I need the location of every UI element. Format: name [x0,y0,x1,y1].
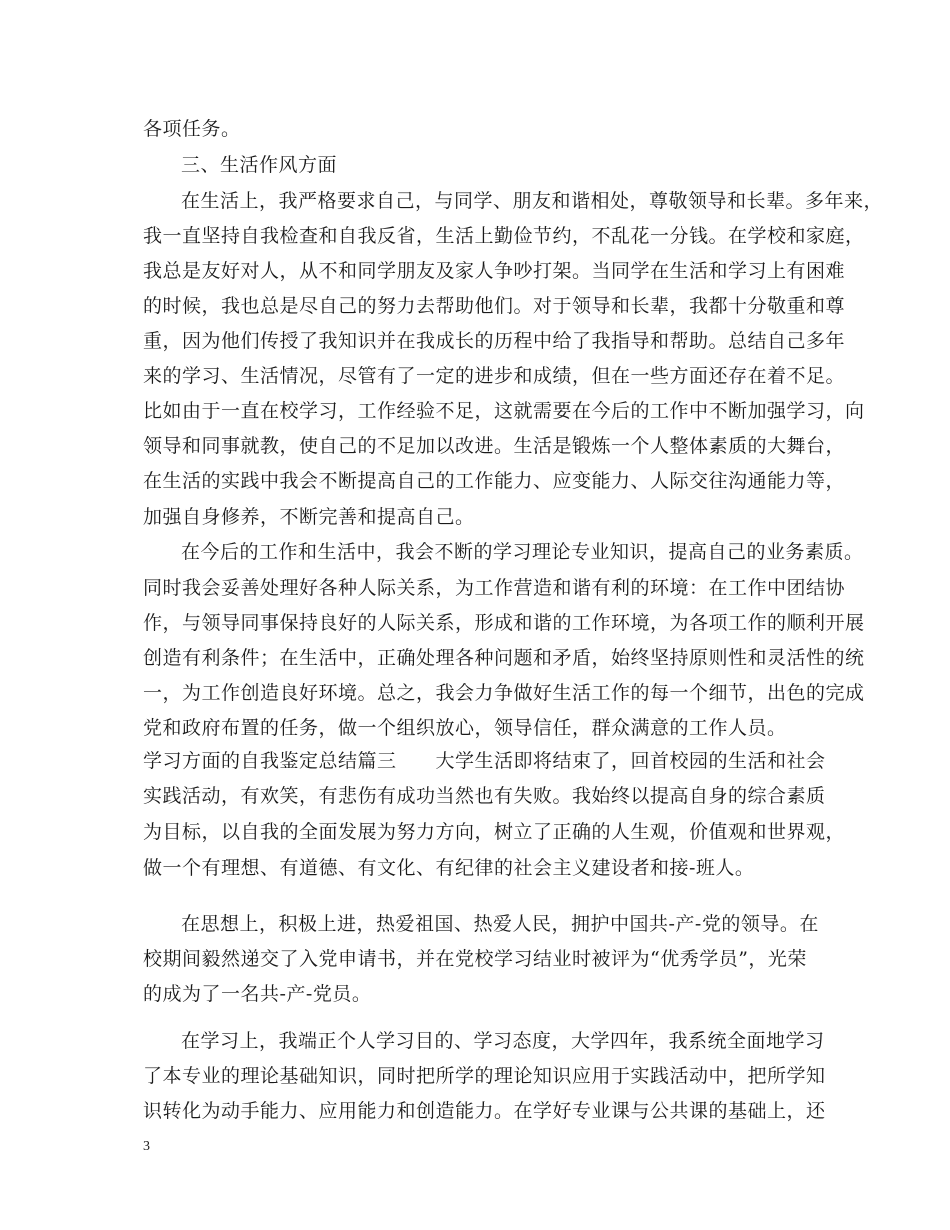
text-line: 一，为工作创造良好环境。总之，我会力争做好生活工作的每一个细节，出色的完成 [143,682,865,704]
text-line: 各项任务。 [143,118,241,140]
text-line: 识转化为动手能力、应用能力和创造能力。在学好专业课与公共课的基础上，还 [143,1100,826,1122]
text-line: 在今后的工作和生活中，我会不断的学习理论专业知识，提高自己的业务素质。 [181,541,864,563]
text-line: 同时我会妥善处理好各种人际关系，为工作营造和谐有利的环境：在工作中团结协 [143,577,846,599]
text-line: 我总是友好对人，从不和同学朋友及家人争吵打架。当同学在生活和学习上有困难 [143,260,846,282]
text-line: 比如由于一直在校学习，工作经验不足，这就需要在今后的工作中不断加强学习，向 [143,400,865,422]
text-line: 实践活动，有欢笑，有悲伤有成功当然也有失败。我始终以提高自身的综合素质 [143,785,826,807]
text-line: 来的学习、生活情况，尽管有了一定的进步和成绩，但在一些方面还存在着不足。 [143,365,846,387]
section-heading: 三、生活作风方面 [181,154,338,176]
text-line: 创造有利条件；在生活中，正确处理各种问题和矛盾，始终坚持原则性和灵活性的统 [143,647,865,669]
text-line: 的时候，我也总是尽自己的努力去帮助他们。对于领导和长辈，我都十分敬重和尊 [143,295,846,317]
text-line: 在生活的实践中我会不断提高自己的工作能力、应变能力、人际交往沟通能力等， [143,470,846,492]
text-line: 在思想上，积极上进，热爱祖国、热爱人民，拥护中国共-产-党的领导。在 [181,913,819,935]
text-line: 为目标，以自我的全面发展为努力方向，树立了正确的人生观，价值观和世界观， [143,821,846,843]
text-line: 学习方面的自我鉴定总结篇三 大学生活即将结束了，回首校园的生活和社会 [143,750,826,772]
text-line: 党和政府布置的任务，做一个组织放心，领导信任，群众满意的工作人员。 [143,717,787,739]
text-line: 在生活上，我严格要求自己，与同学、朋友和谐相处，尊敬领导和长辈。多年来， [181,190,884,212]
text-line: 领导和同事就教，使自己的不足加以改进。生活是锻炼一个人整体素质的大舞台， [143,435,846,457]
text-line: 我一直坚持自我检查和自我反省，生活上勤俭节约，不乱花一分钱。在学校和家庭， [143,225,865,247]
text-line: 校期间毅然递交了入党申请书，并在党校学习结业时被评为“优秀学员”，光荣 [143,948,807,970]
text-line: 了本专业的理论基础知识，同时把所学的理论知识应用于实践活动中，把所学知 [143,1065,826,1087]
text-line: 作，与领导同事保持良好的人际关系，形成和谐的工作环境，为各项工作的顺利开展 [143,612,865,634]
text-line: 加强自身修养，不断完善和提高自己。 [143,506,475,528]
text-line: 在学习上，我端正个人学习目的、学习态度，大学四年，我系统全面地学习 [181,1030,825,1052]
text-line: 的成为了一名共-产-党员。 [143,983,372,1005]
text-line: 做一个有理想、有道德、有文化、有纪律的社会主义建设者和接-班人。 [143,857,755,879]
page-number: 3 [143,1139,150,1154]
text-line: 重，因为他们传授了我知识并在我成长的历程中给了我指导和帮助。总结自己多年 [143,330,846,352]
